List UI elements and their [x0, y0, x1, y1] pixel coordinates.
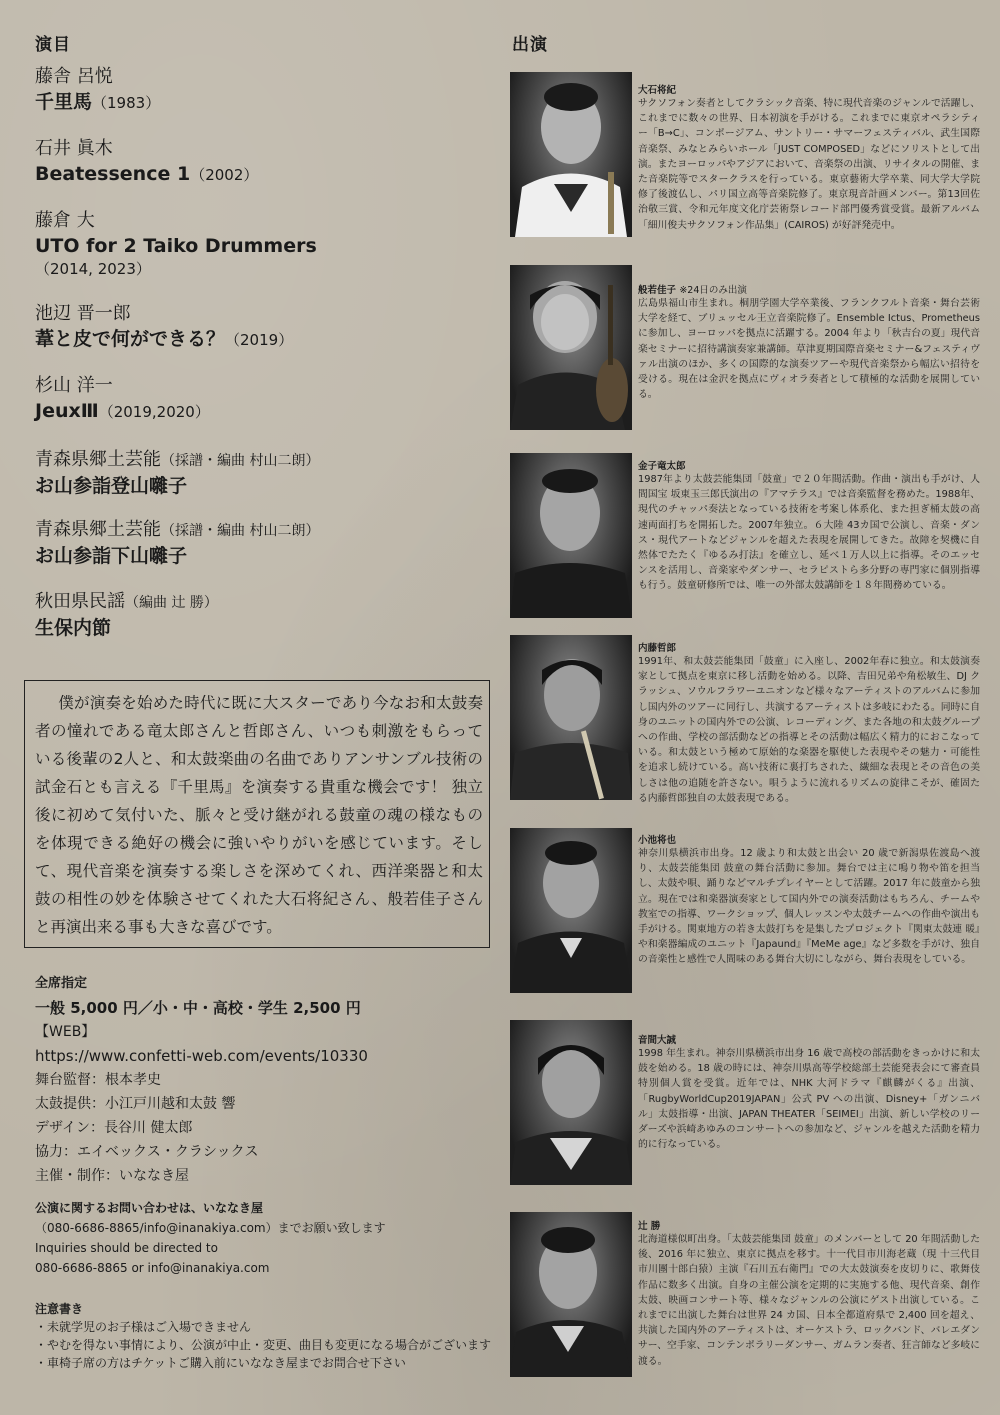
program-item [35, 137, 475, 188]
composer-name: 杉山 洋一 [35, 375, 113, 396]
performer-photo [510, 635, 632, 800]
credit-design: デザイン：長谷川 健太郎 [35, 1120, 193, 1136]
performer-photo [510, 265, 632, 430]
composer-name: 石井 眞木 [35, 138, 113, 159]
contact-line: 080-6686-8865 or info@inanakiya.com [35, 1261, 270, 1275]
performer-bio: 神奈川県横浜市出身。12 歳より和太鼓と出会い 20 歳で新潟県佐渡島へ渡り、太鼓芸能集団 鼓童の舞台活動に参加。舞台では主に鳴り物や笛を担当し、太鼓や唄、踊りなどマルチプレイヤーとして活躍。2017 年に鼓童から独立。現在では和楽器演奏家として国内外での演奏活動はもちろん、チームや教室での指導、ワークショップ、個人レッスンや太鼓チームへの作曲や演出も手がける。関東地方の若き太鼓打ちを是集したプロジェクト『関東太鼓連 暖』や和楽器編成のユニット『Japaund』『MeMe age』など多数を手がけ、独自の音楽性と感性で人間味のある舞台大切にしながら、舞台表現をしている。 [638, 848, 980, 966]
ticket-label: 全席指定 [35, 976, 88, 991]
composer-name: 池辺 晋一郎 [35, 303, 131, 324]
performer-name-text: 般若佳子 [638, 285, 677, 296]
performer-bio: 1991年、和太鼓芸能集団「鼓童」に入座し、2002年春に独立。和太鼓演奏家として拠点を東京に移し活動を始める。以降、吉田兄弟や角松敏生、DJ クラッシュ、ソウルフラワーユニオンなど様々なアーティストのアルバムに参加し国内外のツアーに同行し、共演するアーティストは多岐にわたる。同時に自身のユニットの国内外での公演、レコーディング、また各地の和太鼓グループへの作曲、学校の部活動などの指導とその活動は幅広く精力的におこなっている。和太鼓という極めて原始的な楽器を駆使した表現やその魅力・可能性を追求し続けている。高い技術に裏打ちされた、繊細な表現とその音色の美しさは他の追随を許さない。唄うように流れるリズムの旋律こそが、確固たる内藤哲郎独自の太鼓表現である。 [638, 656, 980, 804]
ticket-info [35, 972, 368, 1068]
performer-name: 内藤哲郎 [638, 643, 677, 654]
arrangement-note: （採譜・編曲 村山二朗） [161, 453, 320, 469]
notes [35, 1300, 491, 1372]
performer-photo [510, 1020, 632, 1185]
performer-bio: 北海道様似町出身。「太鼓芸能集団 鼓童」のメンバーとして 20 年間活動した後、2016 年に独立、東京に拠点を移す。十一代目市川海老蔵（現 十三代目市川團十郎白猿）主演『石川五右衛門』での大太鼓演奏を皮切りに、歌舞伎作品に数多く出演。自身の主催公演を定期的に実施する他、現代音楽、創作太鼓、映画コンサート等、様々なジャンルの公演にゲスト出演している。これまでに出演した舞台は世界 24 カ国、日本全都道府県で 2,400 回を超え、共演した国内外のアーティストは、オーケストラ、ロックバンド、バレエダンサー、空手家、コンテンポラリーダンサー、ガムラン奏者、狂言師など多岐に渡る。 [638, 1234, 980, 1367]
composer-name: 藤舎 呂悦 [35, 66, 113, 87]
performer-photo [510, 1212, 632, 1377]
performers-heading: 出演 [512, 35, 548, 55]
work-year: （2019） [225, 331, 294, 349]
contact-line: Inquiries should be directed to [35, 1241, 218, 1255]
performer-name: 小池将也 [638, 835, 677, 846]
work-title: 葦と皮で何ができる？ [35, 328, 226, 350]
work-title: お山参詣登山囃子 [35, 475, 188, 497]
program-heading: 演目 [35, 35, 71, 55]
credits [35, 1068, 258, 1188]
performer-bio: サクソフォン奏者としてクラシック音楽、特に現代音楽のジャンルで活躍し、これまでに数々の世界、日本初演を手がける。これまでに東京オペラシティー「B→C」、コンポージアム、サントリー・サマーフェスティバル、武生国際音楽祭、みなとみらいホール「JUST COMPOSED」などにソリストとして出演。またヨーロッパやアジアにおいて、音楽祭の出演、リサイタルの開催、また音楽院等でスタークラスを行っている。東京藝術大学卒業、同大学大学院修了後渡仏し、パリ国立高等音楽院修了。東京現音計画メンバー。第13回佐治敬三賞、令和元年度文化庁芸術祭レコード部門優秀賞受賞。最新アルバム「細川俊夫サクソフォン作品集」(CAIROS) が好評発売中。 [638, 98, 980, 231]
composer-name: 青森県郷土芸能 [35, 449, 161, 470]
work-title: JeuxⅢ [35, 400, 99, 422]
credit-organizer: 主催・制作：いななき屋 [35, 1168, 189, 1184]
work-year: （1983） [92, 94, 161, 112]
notes-heading: 注意書き [35, 1302, 84, 1316]
performer-photo [510, 828, 632, 993]
performer-bio: 1998 年生まれ。神奈川県横浜市出身 16 歳で高校の部活動をきっかけに和太鼓を始める。18 歳の時には、神奈川県高等学校総部土芸能発表会にて審査員特別個人賞を受賞。近年では、NHK 大河ドラマ『麒麟がくる』出演、「RugbyWorldCup2019JAPAN」公式 PV への出演、Disney+「ガンニバル」太鼓指導・出演、JAPAN THEATER「SEIMEI」出演、新しい学校のリーダーズや浜崎あゆみのコンサートへの参加など、ジャンルを越えた活動を精力的に行なっている。 [638, 1048, 980, 1151]
program-item [35, 374, 475, 425]
credit-stage-manager: 舞台監督：根本孝史 [35, 1072, 161, 1088]
work-title: 千里馬 [35, 91, 93, 113]
performer-name [638, 282, 747, 296]
work-title: お山参詣下山囃子 [35, 545, 188, 567]
program-item [35, 448, 475, 499]
program-item [35, 302, 475, 353]
message-box [24, 680, 490, 948]
performer-bio: 1987年より太鼓芸能集団「鼓童」で２０年間活動。作曲・演出も手がけ、人間国宝 坂東玉三郎氏演出の『アマテラス』では音楽監督を務めた。1988年、現代のチャッパ奏法となっている技術を考案し体系化、また担ぎ桶太鼓の高速両面打ちを開拓した。2007年独立。６大陸 43カ国で公演し、音楽・ダンス・現代アートなどジャンルを超えた表現を展開してきた。故障を契機に自然体でたたく『ゆるみ打法』を確立し、延べ１万人以上に指導。そのエッセンスを活用し、音楽家やダンサー、セラピストら多分野の専門家に個別指導も行う。鼓童研修所では、唯一の外部太鼓講師を１８年間務めている。 [638, 474, 980, 592]
contact-line: 公演に関するお問い合わせは、いななき屋 [35, 1201, 264, 1215]
performer-tag: ※24日のみ出演 [679, 285, 747, 296]
work-year: （2019,2020） [98, 403, 210, 421]
program-item [35, 65, 475, 116]
work-title: Beatessence 1 [35, 163, 191, 185]
credit-cooperation: 協力：エイベックス・クラシックス [35, 1144, 259, 1160]
program-item [35, 518, 475, 569]
performer-bio: 広島県福山市生まれ。桐朋学園大学卒業後、フランクフルト音楽・舞台芸術大学を経て、ブリュッセル王立音楽院修了。Ensemble Ictus、Prometheus に参加し、ヨーロッパを拠点に活躍する。2004 年より「秋吉台の夏」現代音楽セミナーに招待講演奏家兼講師。草津夏期国際音楽セミナー&フェスティヴァル出演のほか、多くの国際的な演奏ツアーや現代音楽祭から幅広い招待を受ける。現在は金沢を拠点にヴィオラ奏者として積極的な活動を展開している。 [638, 298, 980, 401]
performer-photo [510, 453, 632, 618]
contact-line: （080-6686-8865/info@inanakiya.com）までお願い致します [35, 1221, 386, 1235]
performer-name: 金子竜太郎 [638, 461, 686, 472]
performer-photo [510, 72, 632, 237]
work-title: 生保内節 [35, 617, 112, 639]
contact-info [35, 1198, 386, 1278]
program-item [35, 590, 475, 641]
ticket-price: 一般 5,000 円／小・中・高校・学生 2,500 円 [35, 999, 361, 1017]
note-item: ・未就学児のお子様はご入場できません [35, 1320, 252, 1334]
ticket-url-link[interactable]: https://www.confetti-web.com/events/10330 [35, 1047, 368, 1065]
work-title: UTO for 2 Taiko Drummers [35, 235, 317, 257]
performer-name: 大石将紀 [638, 85, 677, 96]
performer-name: 辻 勝 [638, 1221, 661, 1232]
arrangement-note: （編曲 辻 勝） [125, 595, 218, 611]
note-item: ・車椅子席の方はチケットご購入前にいななき屋までお問合せ下さい [35, 1356, 406, 1370]
composer-name: 青森県郷土芸能 [35, 519, 161, 540]
arrangement-note: （採譜・編曲 村山二朗） [161, 523, 320, 539]
work-year: （2002） [190, 166, 259, 184]
web-label: 【WEB】 [35, 1024, 96, 1040]
note-item: ・やむを得ない事情により、公演が中止・変更、曲目も変更になる場合がございます [35, 1338, 492, 1352]
work-year: （2014, 2023） [35, 260, 151, 278]
composer-name: 藤倉 大 [35, 210, 95, 231]
performer-name: 音間大誠 [638, 1035, 677, 1046]
message-text: 僕が演奏を始めた時代に既に大スターであり今なお和太鼓奏者の憧れである竜太郎さんと哲郎さん、いつも刺激をもらっている後輩の2人と、和太鼓楽曲の名曲でありアンサンブル技術の試金石とも言える『千里馬』を演奏する貴重な機会です！ 独立後に初めて気付いた、脈々と受け継がれる鼓童の魂の様なものを体現できる絶好の機会に強いやりがいを感じています。そして、現代音楽を演奏する楽しさを深めてくれ、西洋楽器と和太鼓の相性の妙を体験させてくれた大石将紀さん、般若佳子さんと再演出来る事も大きな喜びです。 [35, 694, 483, 936]
program-item [35, 209, 475, 279]
composer-name: 秋田県民謡 [35, 591, 125, 612]
credit-taiko: 太鼓提供：小江戸川越和太鼓 響 [35, 1096, 236, 1112]
